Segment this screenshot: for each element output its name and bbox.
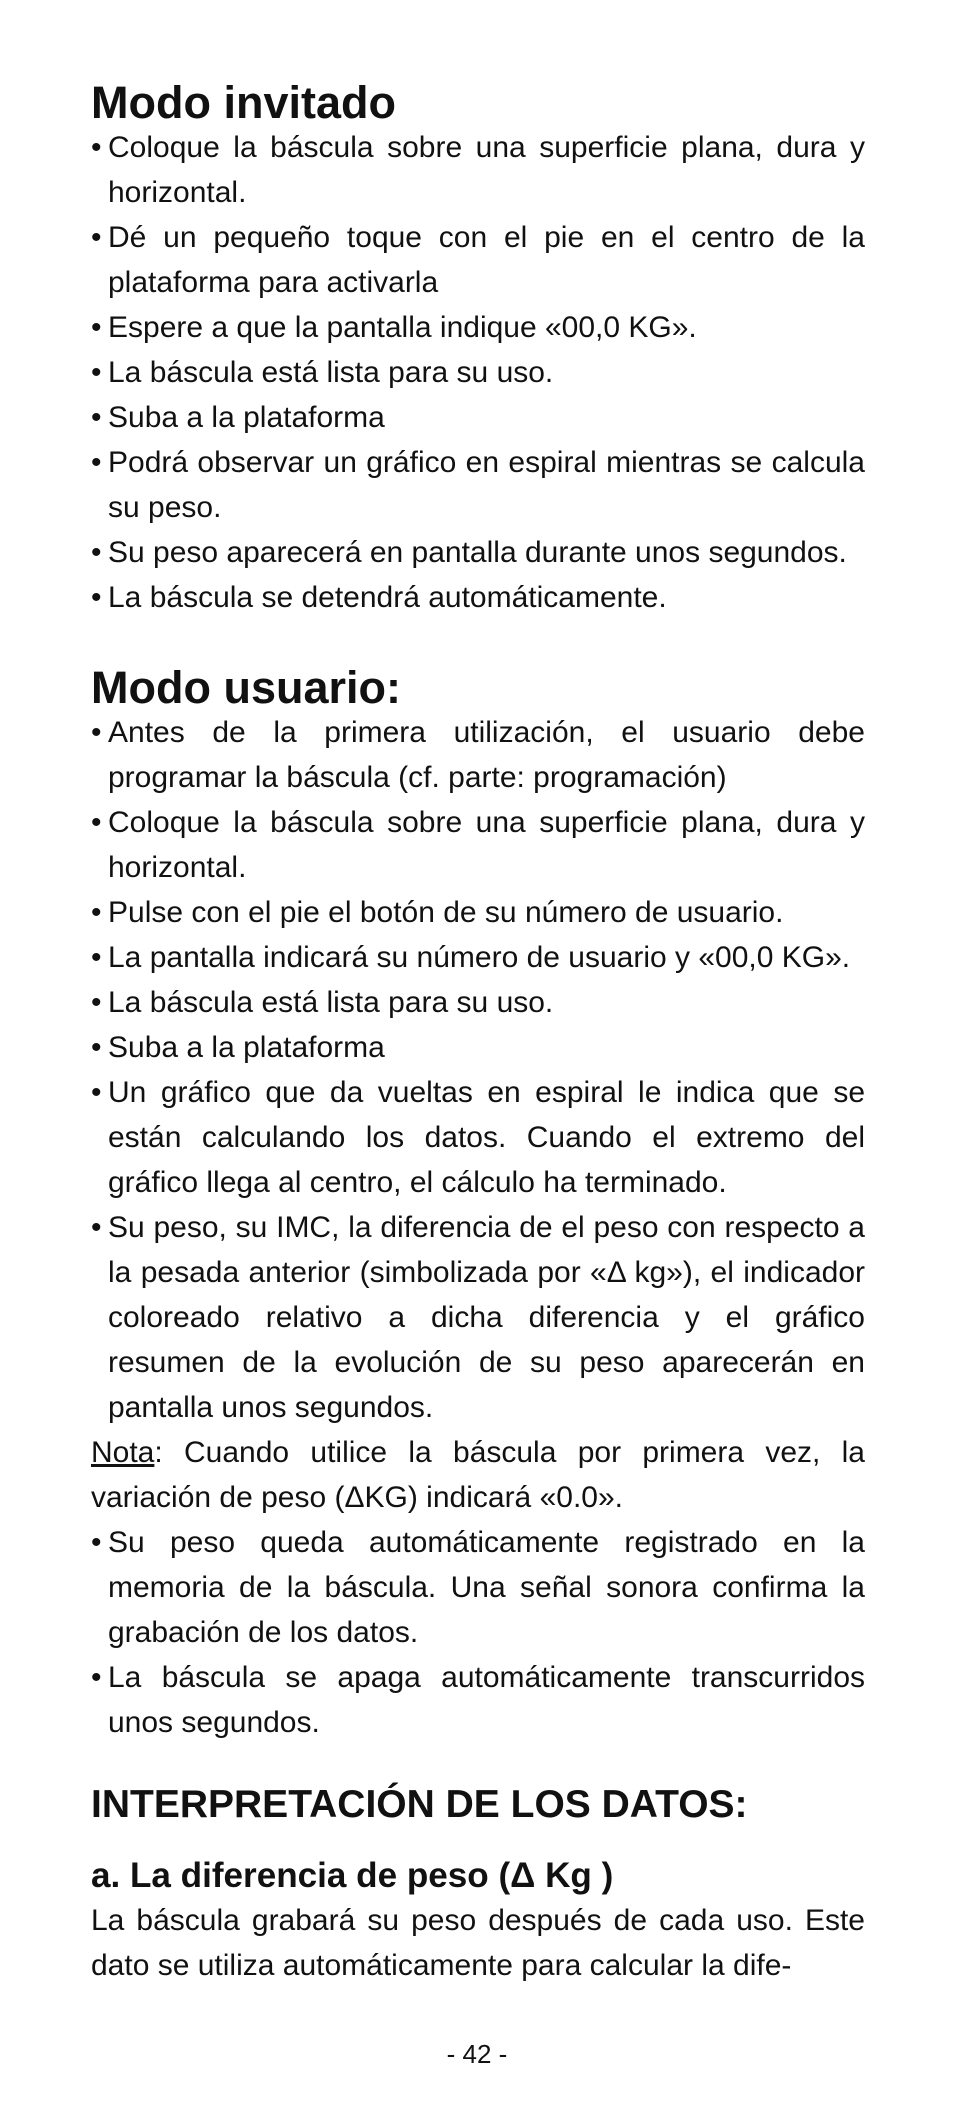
list-item-text: Suba a la plataforma — [108, 401, 385, 434]
bullet-icon: • — [91, 1526, 102, 1559]
list-item — [91, 1025, 865, 1070]
list-item — [91, 440, 865, 530]
bullet-icon: • — [91, 716, 102, 749]
bullet-icon: • — [91, 986, 102, 1019]
list-item — [91, 1520, 865, 1655]
guest-mode-section — [91, 77, 865, 620]
bullet-icon: • — [91, 311, 102, 344]
bullet-icon: • — [91, 1031, 102, 1064]
list-item-text: La báscula se apaga automáticamente transcurridos unos segundos. — [108, 1661, 865, 1739]
bullet-icon: • — [91, 131, 102, 164]
note-text: : Cuando utilice la báscula por primera vez, la variación de peso (ΔKG) indicará «0.0». — [91, 1436, 865, 1514]
list-item-text: Espere a que la pantalla indique «00,0 KG». — [108, 311, 697, 344]
list-item-text: Podrá observar un gráfico en espiral mientras se calcula su peso. — [108, 446, 865, 524]
list-item — [91, 530, 865, 575]
list-item — [91, 800, 865, 890]
guest-mode-list — [91, 125, 865, 620]
list-item-text: Pulse con el pie el botón de su número de usuario. — [108, 896, 784, 929]
user-mode-heading: Modo usuario: — [91, 662, 401, 713]
bullet-icon: • — [91, 401, 102, 434]
bullet-icon: • — [91, 1661, 102, 1694]
list-item — [91, 890, 865, 935]
body-paragraph: La báscula grabará su peso después de cada uso. Este dato se utiliza automáticamente para calcular la dife- — [91, 1904, 865, 1982]
bullet-icon: • — [91, 941, 102, 974]
list-item — [91, 350, 865, 395]
list-item — [91, 125, 865, 215]
list-item-text: Dé un pequeño toque con el pie en el centro de la plataforma para activarla — [108, 221, 865, 299]
bullet-icon: • — [91, 446, 102, 479]
interpretation-section — [91, 1779, 865, 1988]
bullet-icon: • — [91, 221, 102, 254]
note-label: Nota — [91, 1436, 155, 1469]
list-item-text: La báscula se detendrá automáticamente. — [108, 581, 667, 614]
bullet-icon: • — [91, 896, 102, 929]
section-spacer — [91, 620, 865, 665]
user-mode-list — [91, 710, 865, 1430]
list-item — [91, 710, 865, 800]
list-item — [91, 935, 865, 980]
section-title: INTERPRETACIÓN DE LOS DATOS: — [91, 1783, 748, 1826]
bullet-icon: • — [91, 356, 102, 389]
user-mode-section — [91, 662, 865, 1745]
list-item — [91, 1205, 865, 1430]
list-item-text: Suba a la plataforma — [108, 1031, 385, 1064]
user-mode-list-continued — [91, 1520, 865, 1745]
list-item — [91, 1655, 865, 1745]
note-paragraph — [91, 1430, 865, 1520]
list-item-text: Coloque la báscula sobre una superficie plana, dura y horizontal. — [108, 131, 865, 209]
guest-mode-heading: Modo invitado — [91, 77, 396, 128]
list-item — [91, 980, 865, 1025]
list-item — [91, 215, 865, 305]
list-item-text: La báscula está lista para su uso. — [108, 986, 554, 1019]
list-item-text: Su peso, su IMC, la diferencia de el peso con respecto a la pesada anterior (simbolizada por «Δ kg»), el indicador coloreado relativo a dicha diferencia y el gráfico resumen de la evolución de su peso aparecerán en pantalla unos segundos. — [108, 1211, 865, 1424]
manual-page — [91, 77, 865, 1988]
list-item — [91, 575, 865, 620]
list-item — [91, 395, 865, 440]
bullet-icon: • — [91, 806, 102, 839]
list-item-text: Su peso queda automáticamente registrado en la memoria de la báscula. Una señal sonora confirma la grabación de los datos. — [108, 1526, 865, 1649]
list-item-text: Un gráfico que da vueltas en espiral le indica que se están calculando los datos. Cuando el extremo del gráfico llega al centro, el cálculo ha terminado. — [108, 1076, 865, 1199]
list-item-text: Antes de la primera utilización, el usuario debe programar la báscula (cf. parte: programación) — [108, 716, 865, 794]
bullet-icon: • — [91, 1076, 102, 1109]
list-item-text: La báscula está lista para su uso. — [108, 356, 554, 389]
bullet-icon: • — [91, 581, 102, 614]
bullet-icon: • — [91, 1211, 102, 1244]
list-item-text: La pantalla indicará su número de usuario y «00,0 KG». — [108, 941, 851, 974]
bullet-icon: • — [91, 536, 102, 569]
page-number: - 42 - — [446, 2039, 508, 2069]
list-item — [91, 305, 865, 350]
list-item-text: Coloque la báscula sobre una superficie plana, dura y horizontal. — [108, 806, 865, 884]
list-item-text: Su peso aparecerá en pantalla durante unos segundos. — [108, 536, 847, 569]
list-item — [91, 1070, 865, 1205]
subsection-heading: a. La diferencia de peso (Δ Kg ) — [91, 1856, 614, 1895]
